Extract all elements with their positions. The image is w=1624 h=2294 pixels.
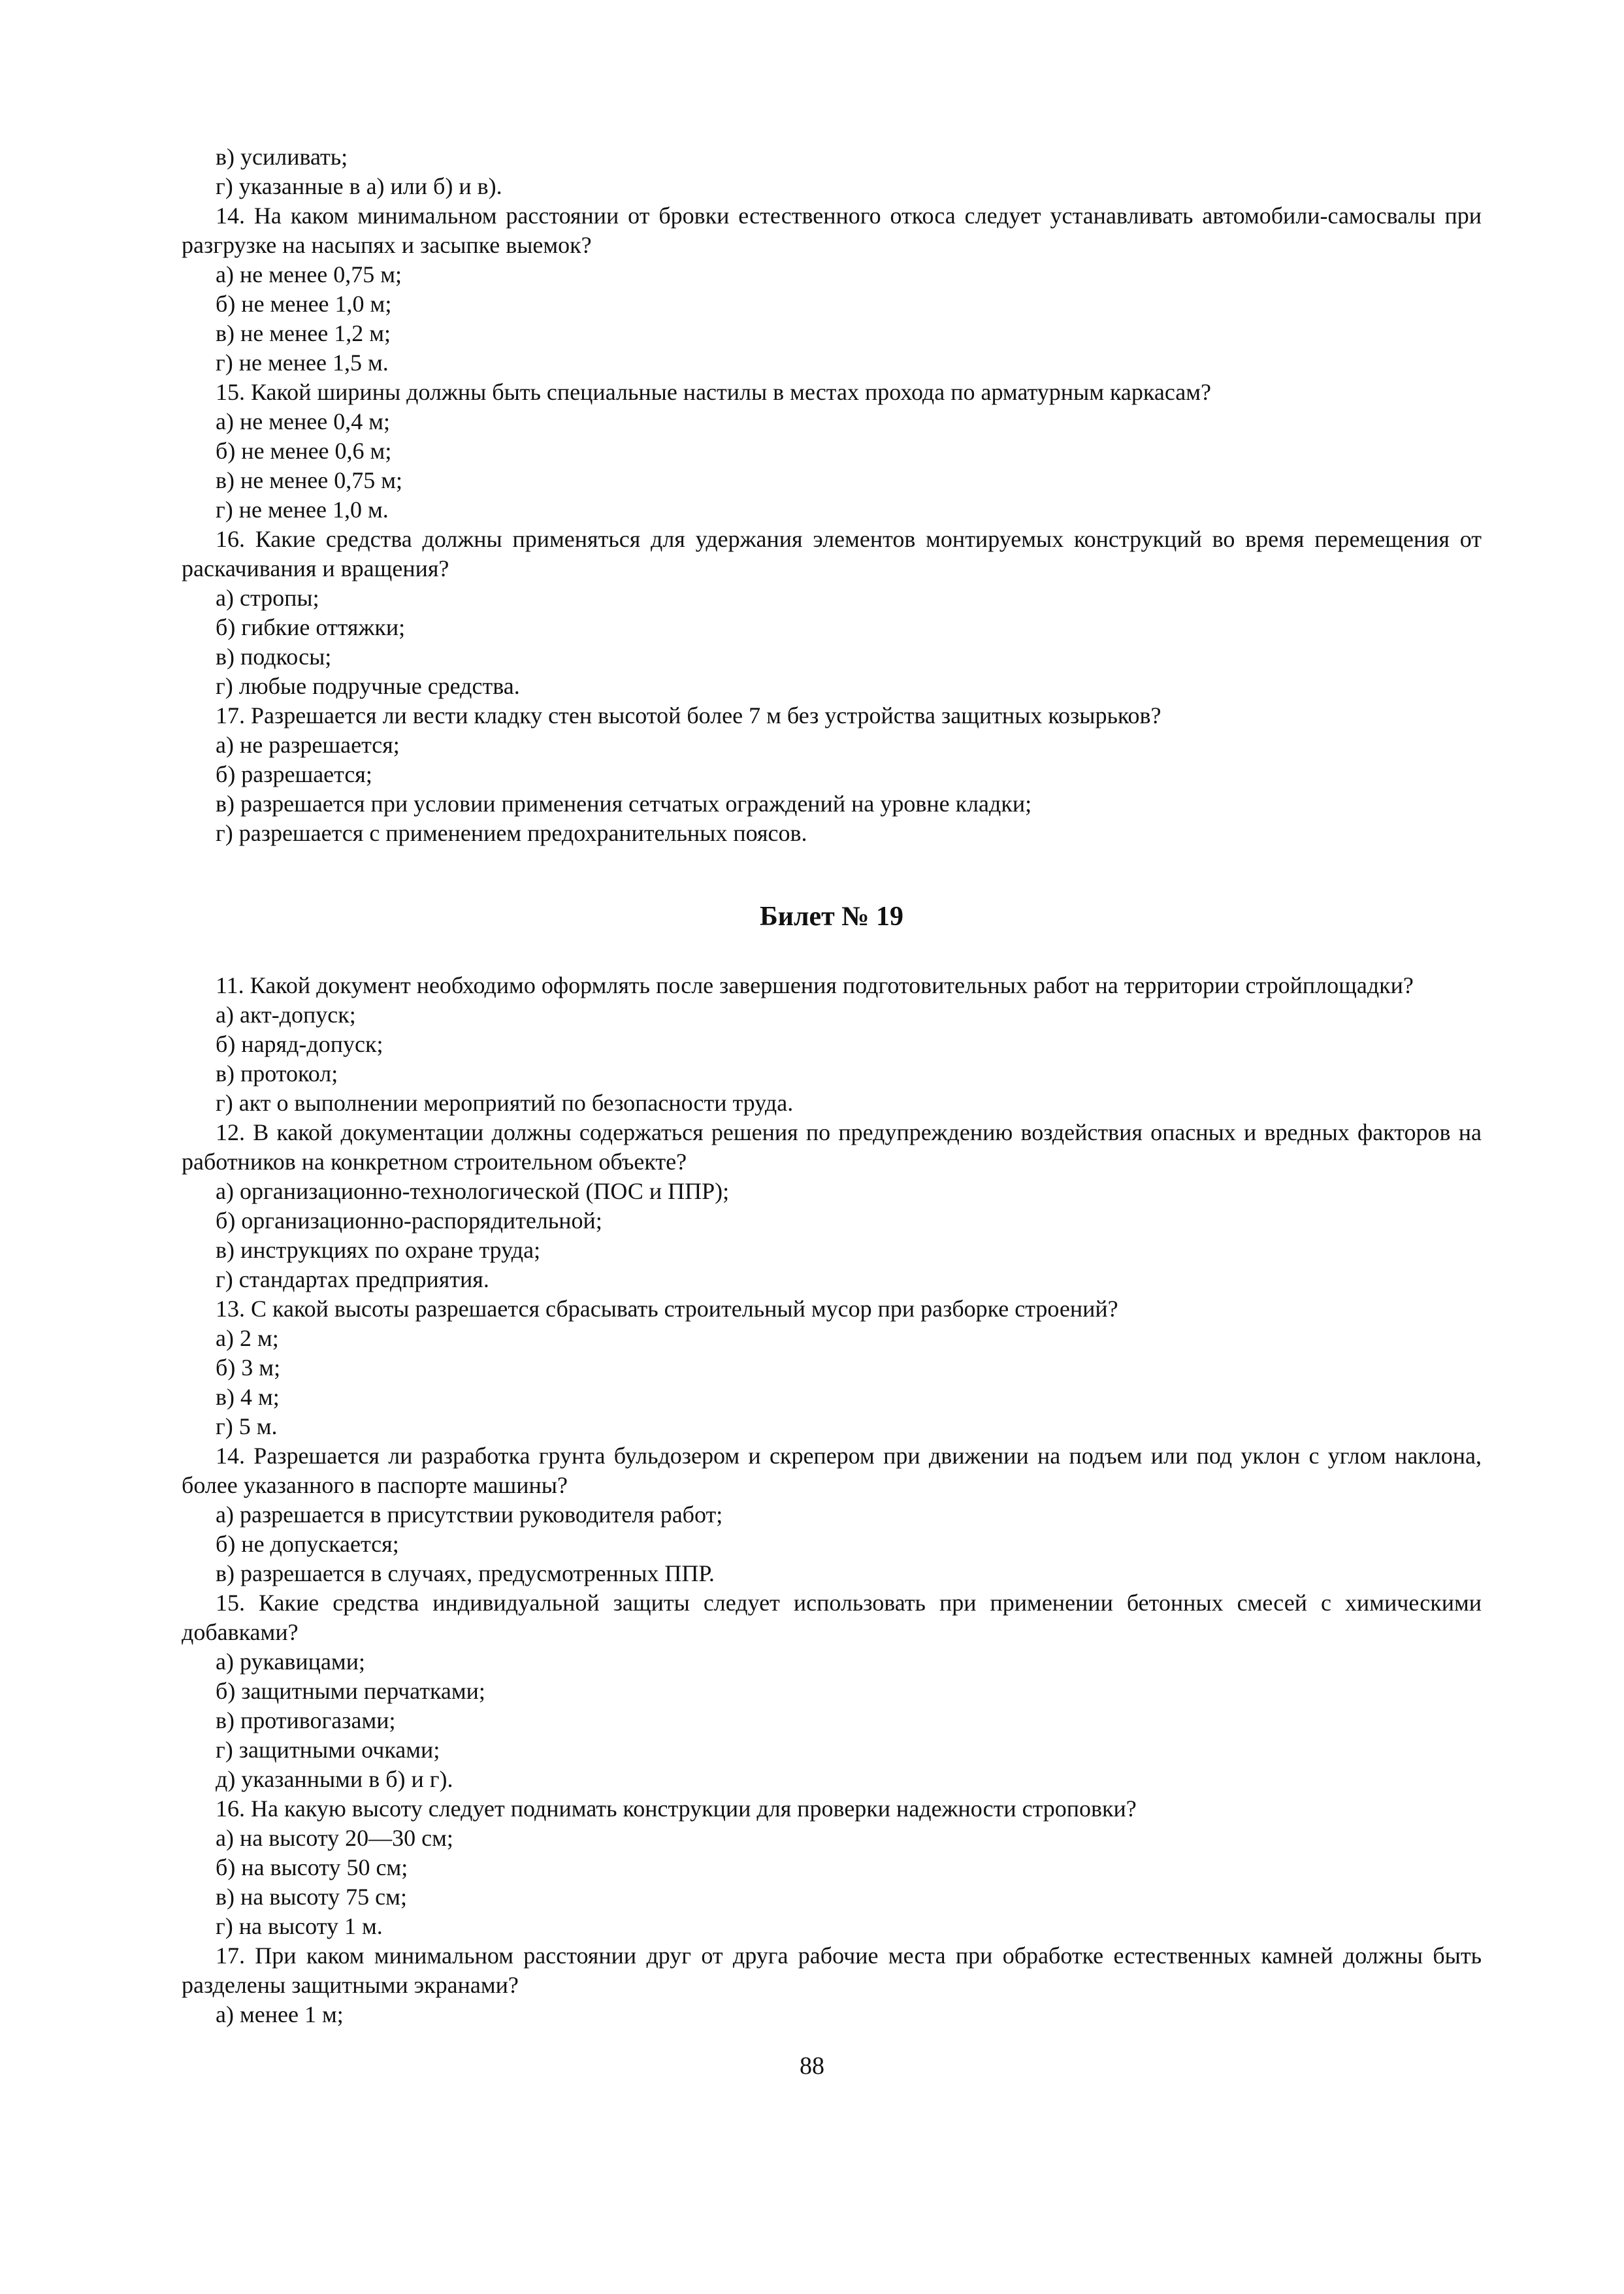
section-ticket-19 (182, 971, 1487, 2029)
answer-option: а) организационно-технологической (ПОС и ППР); (216, 1178, 730, 1204)
answer-option: а) разрешается в присутствии руководителя работ; (216, 1501, 723, 1528)
question-text: 17. При каком минимальном расстоянии друг от друга рабочие места при обработке естественных камней должны быть разделены защитными экранами? (182, 1942, 1487, 1998)
question-text: 11. Какой документ необходимо оформлять после завершения подготовительных работ на территории стройплощадки? (216, 972, 1414, 998)
answer-option: г) 5 м. (216, 1413, 278, 1439)
question-text: 15. Какой ширины должны быть специальные настилы в местах прохода по арматурным каркасам? (216, 379, 1211, 405)
answer-option: а) 2 м; (216, 1325, 279, 1351)
answer-option: г) защитными очками; (216, 1737, 440, 1763)
answer-option: б) разрешается; (216, 761, 372, 787)
answer-option: а) на высоту 20—30 см; (216, 1825, 453, 1851)
answer-option: в) не менее 0,75 м; (216, 467, 402, 493)
answer-option: а) стропы; (216, 585, 319, 611)
page-number: 88 (800, 2052, 824, 2080)
section-previous-ticket (182, 142, 1487, 848)
question-text: 12. В какой документации должны содержаться решения по предупреждению воздействия опасных и вредных факторов на работников на конкретном строительном объекте? (182, 1119, 1487, 1175)
answer-option: б) не менее 0,6 м; (216, 438, 392, 464)
answer-option: б) 3 м; (216, 1354, 281, 1381)
answer-option: г) не менее 1,5 м. (216, 350, 389, 376)
answer-option: а) рукавицами; (216, 1648, 365, 1675)
answer-option: г) стандартах предприятия. (216, 1266, 489, 1292)
answer-option: г) не менее 1,0 м. (216, 497, 389, 523)
answer-option: в) противогазами; (216, 1707, 396, 1733)
answer-option: а) не менее 0,75 м; (216, 261, 402, 287)
answer-option: в) протокол; (216, 1060, 338, 1087)
answer-option: д) указанными в б) и г). (216, 1766, 453, 1792)
answer-option: б) не менее 1,0 м; (216, 291, 392, 317)
answer-option: б) организационно-распорядительной; (216, 1207, 602, 1234)
question-text: 15. Какие средства индивидуальной защиты следует использовать при применении бетонных смесей с химическими добавками? (182, 1590, 1487, 1645)
answer-option: а) не менее 0,4 м; (216, 408, 390, 434)
ticket-heading: Билет № 19 (759, 902, 903, 932)
answer-option: в) разрешается в случаях, предусмотренных ППР. (216, 1560, 715, 1586)
question-text: 17. Разрешается ли вести кладку стен высотой более 7 м без устройства защитных козырьков? (216, 702, 1161, 729)
answer-option: г) указанные в а) или б) и в). (216, 173, 502, 199)
answer-option: а) менее 1 м; (216, 2001, 344, 2027)
question-text: 13. С какой высоты разрешается сбрасывать строительный мусор при разборке строений? (216, 1296, 1118, 1322)
question-text: 14. Разрешается ли разработка грунта бульдозером и скрепером при движении на подъем или под уклон с углом наклона, более указанного в паспорте машины? (182, 1443, 1487, 1498)
page-content (182, 142, 1487, 2029)
answer-option: б) наряд-допуск; (216, 1031, 383, 1057)
question-text: 14. На каком минимальном расстоянии от бровки естественного откоса следует устанавливать автомобили-самосвалы при разгрузке на насыпях и засыпке выемок? (182, 203, 1487, 258)
question-text: 16. Какие средства должны применяться для удержания элементов монтируемых конструкций во время перемещения от раскачивания и вращения? (182, 526, 1487, 582)
answer-option: в) разрешается при условии применения сетчатых ограждений на уровне кладки; (216, 791, 1032, 817)
answer-option: г) любые подручные средства. (216, 673, 520, 699)
answer-option: в) инструкциях по охране труда; (216, 1237, 541, 1263)
answer-option: в) подкосы; (216, 644, 332, 670)
answer-option: б) гибкие оттяжки; (216, 614, 406, 640)
answer-option: г) на высоту 1 м. (216, 1913, 383, 1939)
answer-option: г) акт о выполнении мероприятий по безопасности труда. (216, 1090, 794, 1116)
answer-option: в) 4 м; (216, 1384, 280, 1410)
answer-option: а) не разрешается; (216, 732, 400, 758)
answer-option: б) защитными перчатками; (216, 1678, 485, 1704)
answer-option: в) на высоту 75 см; (216, 1884, 407, 1910)
question-text: 16. На какую высоту следует поднимать конструкции для проверки надежности строповки? (216, 1795, 1137, 1822)
answer-option: б) не допускается; (216, 1531, 399, 1557)
answer-option: а) акт-допуск; (216, 1002, 356, 1028)
answer-option: в) не менее 1,2 м; (216, 320, 391, 346)
answer-option: г) разрешается с применением предохранительных поясов. (216, 820, 807, 846)
answer-option: в) усиливать; (216, 144, 348, 170)
answer-option: б) на высоту 50 см; (216, 1854, 408, 1880)
